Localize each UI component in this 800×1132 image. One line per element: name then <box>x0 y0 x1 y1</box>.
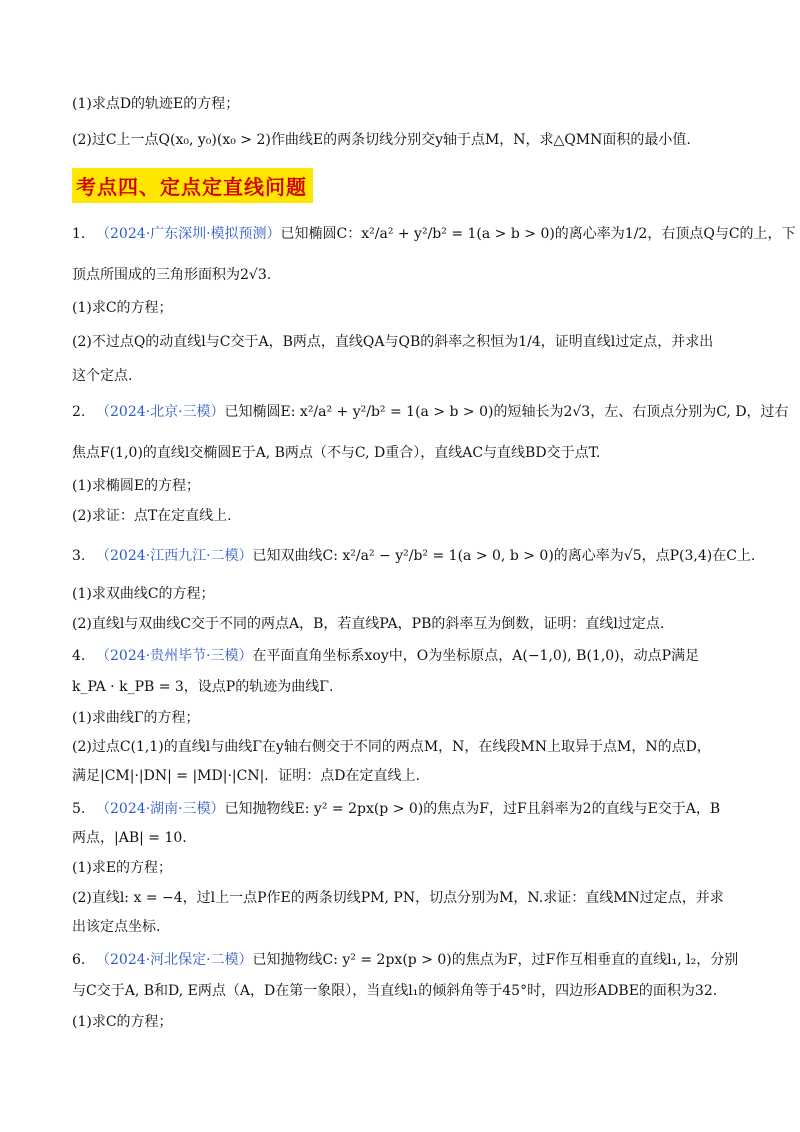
problem-4-question-2-cont: 满足|CM|·|DN| = |MD|·|CN|．证明：点D在定直线上. <box>72 768 420 784</box>
problem-6-line-2: 与C交于A, B和D, E两点（A，D在第一象限），当直线l₁的倾斜角等于45°时，四边形ADBE的面积为32. <box>72 983 718 999</box>
problem-2-line-2: 焦点F(1,0)的直线l交椭圆E于A, B两点（不与C, D重合），直线AC与直线BD交于点T. <box>72 445 601 461</box>
problem-source: （2024·河北保定·二模） <box>96 952 253 968</box>
problem-1-question-1: (1)求C的方程； <box>72 300 173 316</box>
problem-source: （2024·广东深圳·模拟预测） <box>96 226 281 242</box>
problem-number: 5. <box>72 801 86 817</box>
prev-question-part-2: (2)过C上一点Q(x₀, y₀)(x₀ > 2)作曲线E的两条切线分别交y轴于点M，N，求△QMN面积的最小值. <box>72 132 691 148</box>
problem-text: 在平面直角坐标系xoy中，O为坐标原点，A(−1,0), B(1,0)，动点P满足 <box>252 648 700 664</box>
problem-5-question-2: (2)直线l: x = −4，过l上一点P作E的两条切线PM, PN，切点分别为M，N.求证：直线MN过定点，并求 <box>72 890 724 906</box>
problem-6-line-1 <box>72 950 740 970</box>
problem-text: 已知椭圆C：x²/a² + y²/b² = 1(a > b > 0)的离心率为1/2，右顶点Q与C的上，下 <box>280 226 796 242</box>
problem-6-question-1: (1)求C的方程； <box>72 1014 173 1030</box>
problem-5-line-1 <box>72 799 740 819</box>
problem-1-line-1 <box>72 224 796 244</box>
problem-source: （2024·贵州毕节·三模） <box>96 648 253 664</box>
problem-5-line-2: 两点，|AB| = 10. <box>72 830 187 846</box>
section-heading: 考点四、定点定直线问题 <box>72 168 313 203</box>
problem-source: （2024·湖南·三模） <box>96 801 225 817</box>
problem-1-question-2: (2)不过点Q的动直线l与C交于A，B两点，直线QA与QB的斜率之积恒为1/4，证明直线l过定点，并求出 <box>72 334 714 350</box>
problem-5-question-1: (1)求E的方程； <box>72 860 173 876</box>
problem-1-question-2-cont: 这个定点. <box>72 368 133 384</box>
problem-2-question-1: (1)求椭圆E的方程； <box>72 478 201 494</box>
problem-1-line-2: 顶点所围成的三角形面积为2√3. <box>72 267 272 283</box>
problem-text: 已知椭圆E: x²/a² + y²/b² = 1(a > b > 0)的短轴长为2√3，左、右顶点分别为C, D，过右 <box>224 404 789 420</box>
problem-2-line-1 <box>72 402 789 422</box>
problem-2-question-2: (2)求证：点T在定直线上. <box>72 508 232 524</box>
problem-4-line-1 <box>72 646 740 666</box>
problem-4-line-2: k_PA · k_PB = 3，设点P的轨迹为曲线Γ. <box>72 679 334 695</box>
problem-source: （2024·江西九江·二模） <box>96 548 253 564</box>
problem-number: 6. <box>72 952 86 968</box>
problem-text: 已知抛物线C: y² = 2px(p > 0)的焦点为F，过F作互相垂直的直线l₁, l₂，分别 <box>252 952 739 968</box>
problem-text: 已知双曲线C: x²/a² − y²/b² = 1(a > 0, b > 0)的离心率为√5，点P(3,4)在C上. <box>252 548 756 564</box>
problem-3-line-1 <box>72 546 756 566</box>
problem-4-question-1: (1)求曲线Γ的方程； <box>72 710 200 726</box>
prev-question-part-1: (1)求点D的轨迹E的方程； <box>72 96 240 112</box>
problem-number: 2. <box>72 404 86 420</box>
problem-source: （2024·北京·三模） <box>96 404 225 420</box>
problem-5-question-2-cont: 出该定点坐标. <box>72 919 161 935</box>
problem-text: 已知抛物线E: y² = 2px(p > 0)的焦点为F，过F且斜率为2的直线与E交于A，B <box>224 801 721 817</box>
problem-3-question-1: (1)求双曲线C的方程； <box>72 586 215 602</box>
problem-number: 3. <box>72 548 86 564</box>
section-heading-wrap <box>72 168 313 203</box>
problem-number: 1. <box>72 226 86 242</box>
problem-3-question-2: (2)直线l与双曲线C交于不同的两点A，B，若直线PA，PB的斜率互为倒数，证明：直线l过定点. <box>72 616 665 632</box>
problem-number: 4. <box>72 648 86 664</box>
problem-4-question-2: (2)过点C(1,1)的直线l与曲线Γ在y轴右侧交于不同的两点M，N，在线段MN上取异于点M，N的点D， <box>72 739 711 755</box>
